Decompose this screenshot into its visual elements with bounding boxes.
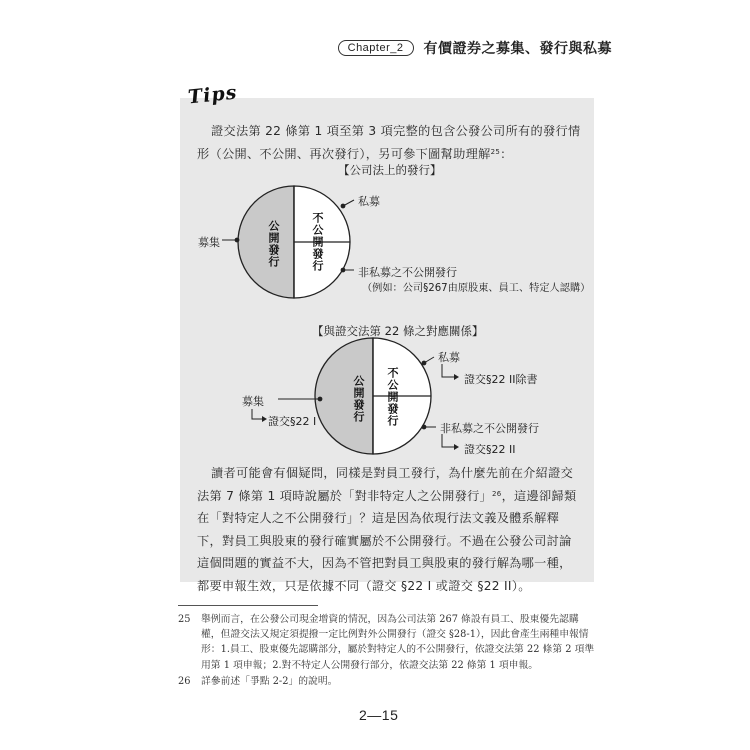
- chapter-title: 有價證券之募集、發行與私募: [423, 41, 612, 57]
- diagram1-募集-label: 募集: [198, 236, 220, 249]
- tips-body-paragraph: [197, 462, 582, 597]
- diagram2-非私募-sub: 證交§22 II: [464, 443, 516, 456]
- diagram1-nonpublic-label: 不公開發行: [311, 212, 324, 272]
- body-text-part2: ，這邊卻歸類在「對特定人之不公開發行」？這是因為依現行法文義及體系解釋下，對員工與股東的發行確實屬於不公開發行。不過在公發公司討論這個問題的實益不大，因為不管把對員工與股東的發行解為哪一種，都要申報生效，只是依據不同（證交 §22 I 或證交 §22 II）。: [197, 488, 577, 593]
- diagram2-募集-label: 募集: [242, 395, 264, 408]
- tips-intro-paragraph: [197, 120, 582, 165]
- diagram2-私募-sub: 證交§22 II除書: [464, 373, 538, 386]
- diagram1-私募-label: 私募: [358, 195, 380, 208]
- diagram2-public-label: 公開發行: [352, 375, 365, 423]
- diagram1-非私募-note: （例如：公司§267由原股東、員工、特定人認購）: [362, 283, 591, 294]
- chapter-badge: Chapter_2: [338, 40, 414, 56]
- page-number: 2—15: [359, 707, 399, 723]
- intro-text: 證交法第 22 條第 1 項至第 3 項完整的包含公發公司所有的發行情形（公開、不公開、再次發行），另可參下圖幫助理解: [197, 124, 581, 161]
- tips-logo: Tips: [186, 81, 239, 109]
- diagram2-title: 【與證交法第 22 條之對應關係】: [312, 324, 484, 338]
- footnote-25-number: 25: [178, 614, 191, 625]
- footnote-ref-26[interactable]: 26: [492, 489, 502, 498]
- intro-end: ：: [500, 146, 513, 161]
- footnote-25-text: 舉例而言，在公發公司現金增資的情況，因為公司法第 267 條設有員工、股東優先認購權，但證交法又規定須提撥一定比例對外公開發行（證交 §28-1），因此會產生兩種申報情形：1.員工、股東優先認購部分，屬於對特定人的不公開發行，依證交法第 22 條第 2 項準用第 1 項申報；2.對不特定人公開發行部分，依證交法第 22 條第 1 項申報。: [201, 614, 595, 671]
- page-header: [338, 38, 612, 58]
- body-text-part1: 讀者可能會有個疑問，同樣是對員工發行，為什麼先前在介紹證交法第 7 條第 1 項時說屬於「對非特定人之公開發行」: [197, 466, 574, 503]
- diagram2-私募-label: 私募: [438, 351, 460, 364]
- diagram1-title: 【公司法上的發行】: [338, 163, 442, 177]
- diagram1-非私募-label: 非私募之不公開發行: [358, 266, 457, 279]
- footnote-26-text: 詳參前述「爭點 2-2」的說明。: [201, 676, 338, 687]
- diagram2-非私募-label: 非私募之不公開發行: [440, 422, 539, 435]
- diagram2-募集-sub: 證交§22 I: [268, 415, 317, 428]
- footnote-26-number: 26: [178, 676, 191, 687]
- footnote-divider: [178, 605, 318, 606]
- diagram2-nonpublic-label: 不公開發行: [386, 367, 399, 427]
- footnote-ref-25[interactable]: 25: [490, 147, 501, 156]
- diagram1-public-label: 公開發行: [267, 220, 280, 268]
